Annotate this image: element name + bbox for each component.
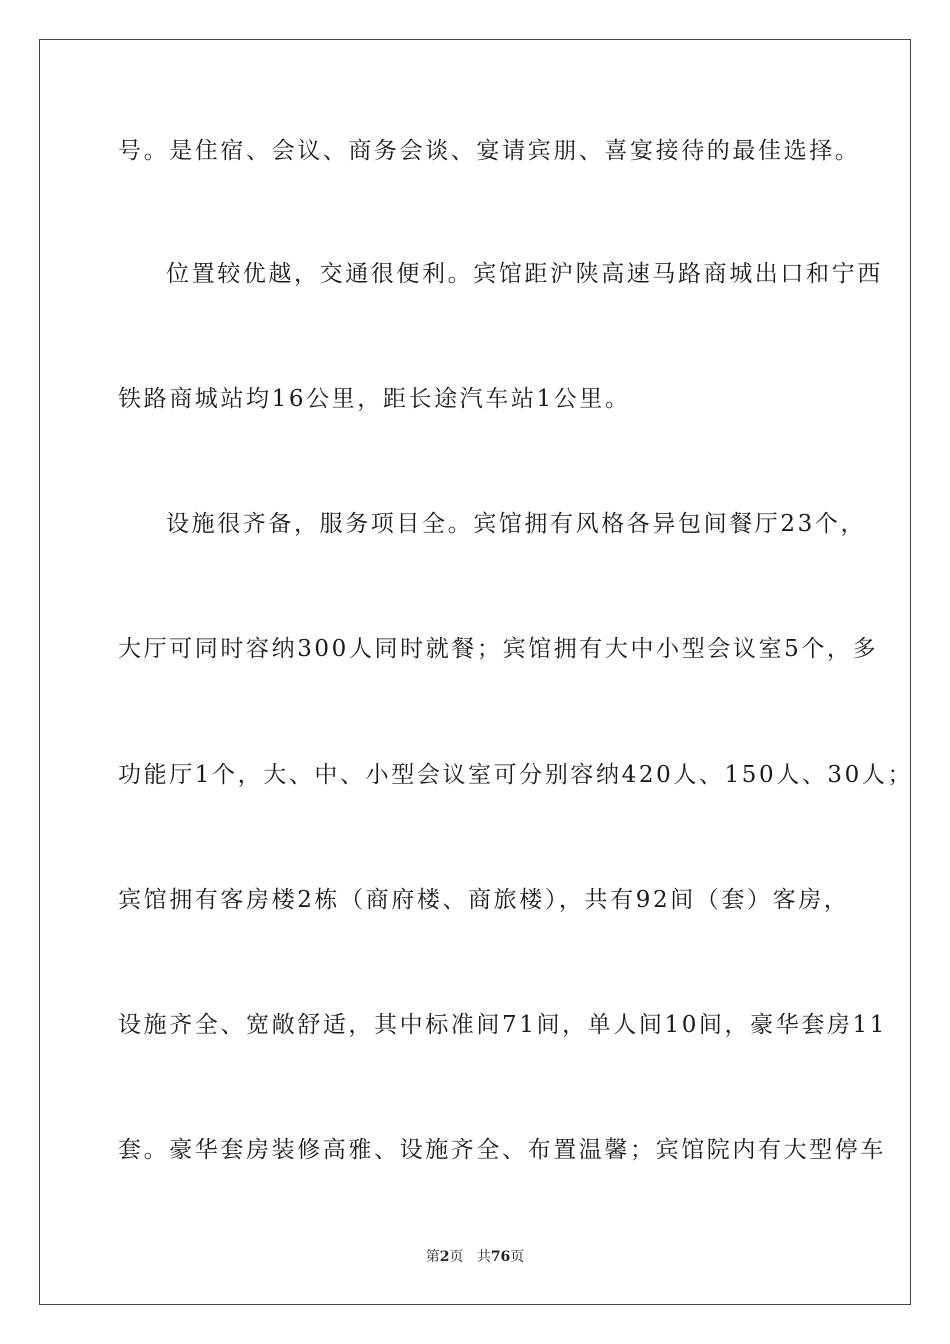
footer-page-number: 2	[439, 1249, 450, 1265]
paragraph-line: 设施很齐备，服务项目全。宾馆拥有风格各异包间餐厅23个，	[166, 511, 867, 537]
page-footer	[0, 1246, 950, 1266]
paragraph-line: 位置较优越，交通很便利。宾馆距沪陕高速马路商城出口和宁西	[166, 261, 883, 287]
paragraph-line: 套。豪华套房装修高雅、设施齐全、布置温馨；宾馆院内有大型停车	[118, 1137, 886, 1163]
paragraph-line: 大厅可同时容纳300人同时就餐；宾馆拥有大中小型会议室5个，多	[118, 636, 879, 662]
footer-total-prefix: 共	[476, 1249, 491, 1265]
footer-total-pages: 76	[490, 1249, 511, 1265]
paragraph-line: 功能厅1个，大、中、小型会议室可分别容纳420人、150人、30人；	[118, 762, 914, 788]
page-border	[39, 39, 914, 1305]
footer-page-suffix: 页	[449, 1249, 464, 1265]
footer-total-suffix: 页	[510, 1249, 525, 1265]
footer-page-prefix: 第	[425, 1249, 440, 1265]
paragraph-line: 铁路商城站均16公里，距长途汽车站1公里。	[118, 386, 631, 412]
paragraph-line: 号。是住宿、会议、商务会谈、宴请宾朋、喜宴接待的最佳选择。	[118, 138, 861, 164]
paragraph-line: 宾馆拥有客房楼2栋（商府楼、商旅楼），共有92间（套）客房，	[118, 887, 850, 913]
paragraph-line: 设施齐全、宽敞舒适，其中标准间71间，单人间10间，豪华套房11	[118, 1012, 887, 1038]
